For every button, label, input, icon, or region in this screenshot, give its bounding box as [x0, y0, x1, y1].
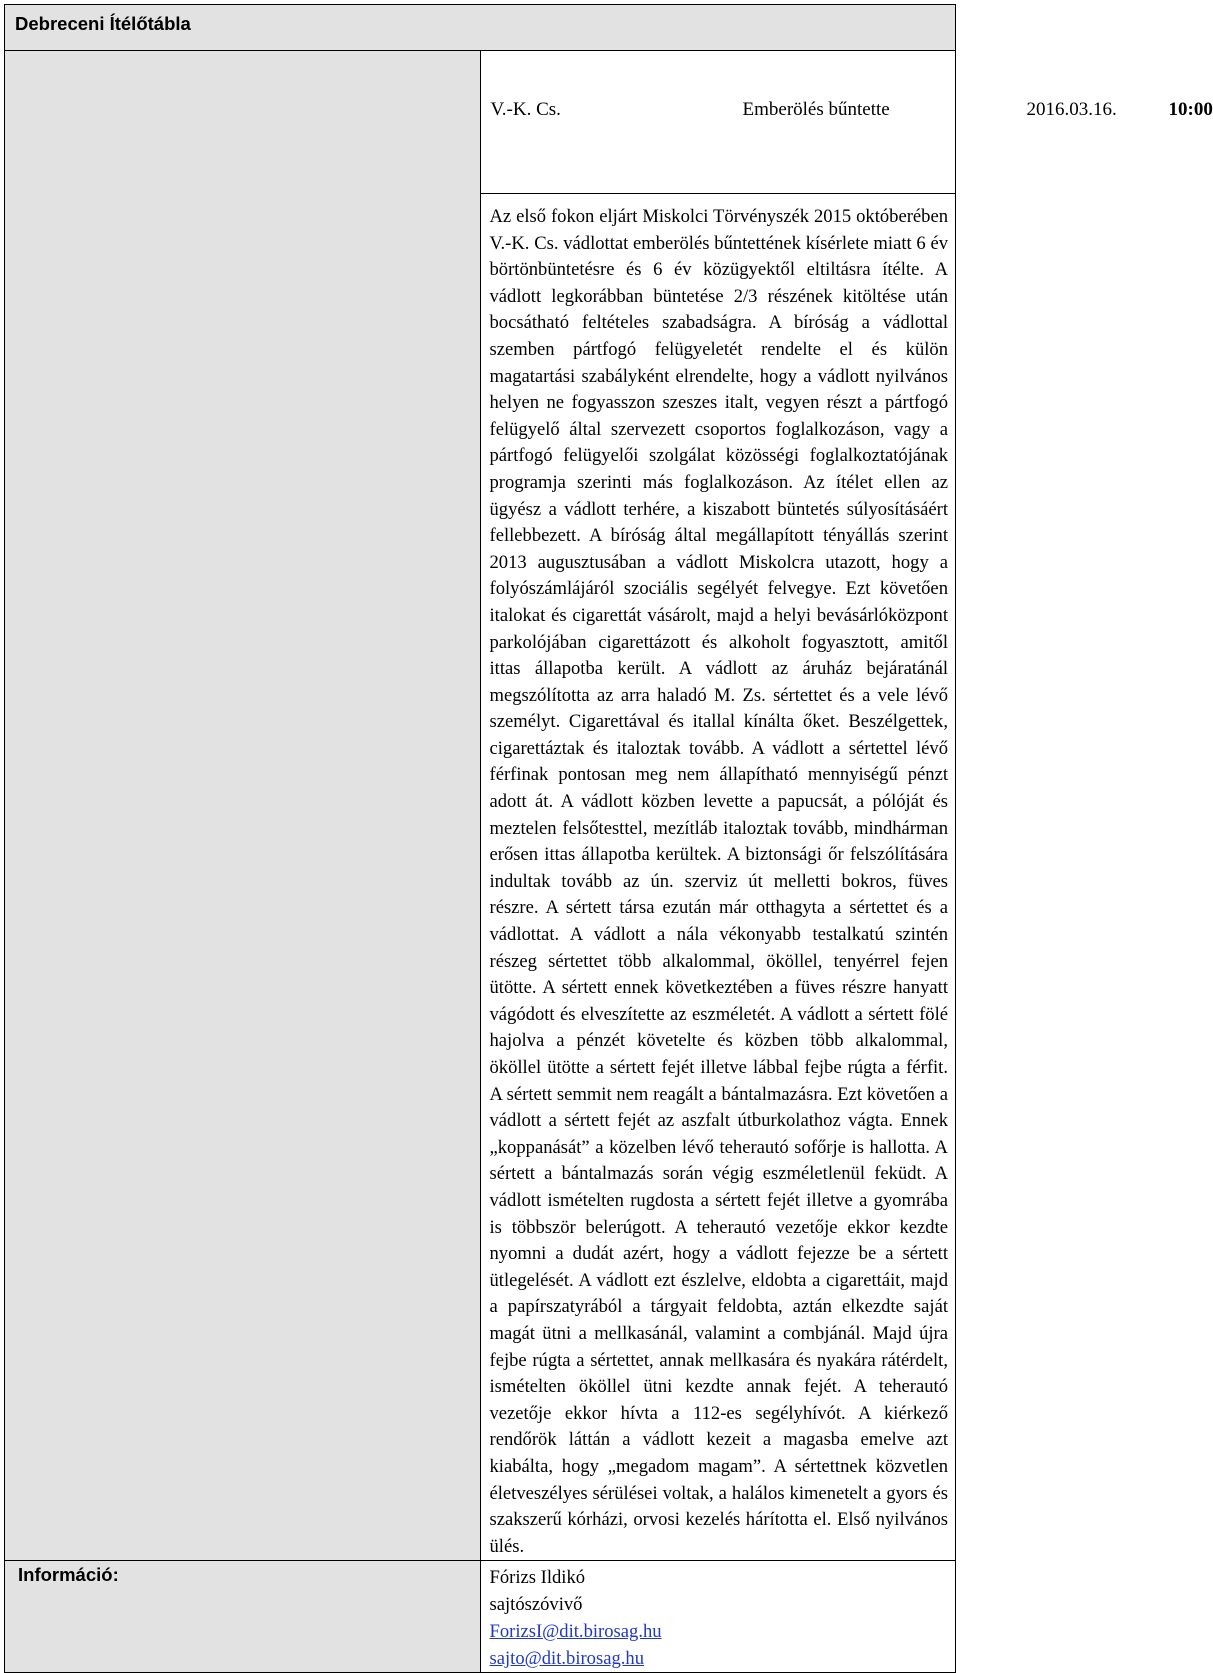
- contact-cell: [480, 1561, 956, 1673]
- contact-email-link[interactable]: ForizsI@dit.birosag.hu: [489, 1621, 662, 1643]
- court-name: Debreceni Ítélőtábla: [15, 13, 191, 34]
- hearing-time: 10:00: [1168, 99, 1213, 120]
- case-summary: Az első fokon eljárt Miskolci Törvényszék 2015 októberében V.-K. Cs. vádlottat emberölés bűntettének kísérlete miatt 6 év börtönbüntetésre és 6 év közügyektől eltiltásra ítélte. A vádlott legkorábban büntetése 2/3 részének kitöltése után bocsátható feltételes szabadságra. A bíróság a vádlottal szemben pártfogó felügyeletét rendelte el és külön magatartási szabályként elrendelte, hogy a vádlott nyilvános helyen ne fogyasszon szeszes italt, vegyen részt a pártfogó felügyelő által szervezett csoportos foglalkozáson, vagy a pártfogó felügyelői szolgálat közösségi foglalkoztatójának programja szerinti más foglalkozáson. Az ítélet ellen az ügyész a vádlott terhére, a kiszabott büntetés súlyosításáért fellebbezett. A bíróság által megállapított tényállás szerint 2013 augusztusában a vádlott Miskolcra utazott, hogy a folyószámlájáról szociális segélyét felvegye. Ezt követően italokat és cigarettát vásárolt, majd a helyi bevásárlóközpont parkolójában cigarettázott és alkoholt fogyasztott, amitől ittas állapotba került. A vádlott az áruház bejáratánál megszólította az arra haladó M. Zs. sértettet és a vele lévő személyt. Cigarettával és itallal kínálta őket. Beszélgettek, cigarettáztak és italoztak tovább. A vádlott a sértettel lévő férfinak pontosan meg nem állapítható mennyiségű pénzt adott át. A vádlott közben levette a papucsát, a pólóját és meztelen felsőtesttel, mezítláb italoztak tovább, mindhárman erősen ittas állapotba kerültek. A biztonsági őr felszólítására indultak tovább az ún. szerviz út melletti bokros, füves részre. A sértett társa ezután már otthagyta a sértettet és a vádlottat. A vádlott a nála vékonyabb testalkatú szintén részeg sértettet több alkalommal, ököllel, tenyérrel fejen ütötte. A sértett ennek következtében a füves részre hanyatt vágódott és elveszítette az eszméletét. A vádlott a sértett fölé hajolva a pénzét követelte és közben több alkalommal, ököllel ütötte a sértett fejét illetve lábbal fejbe rúgta a férfit. A sértett semmit nem reagált a bántalmazásra. Ezt követően a vádlott a sértett fejét az aszfalt útburkolathoz vágta. Ennek „koppanását” a közelben lévő teherautó sofőrje is hallotta. A sértett a bántalmazás során végig eszméletlenül feküdt. A vádlott ismételten rugdosta a sértett fejét illetve a gyomrába is többször belerúgott. A teherautó vezetője ekkor kezdte nyomni a dudát azért, hogy a vádlott fejezze be a sértett ütlegelését. A vádlott ezt észlelve, eldobta a cigarettáit, majd a papírszatyrából a tárgyait feldobta, aztán elkezdte saját magát ütni a mellkasánál, valamint a combjánál. Majd újra fejbe rúgta a sértettet, annak mellkasára és nyakára rátérdelt, ismételten ököllel ütni kezdte annak fejét. A teherautó vezetője ekkor hívta a 112-es segélyhívót. A kiérkező rendőrök láttán a vádlott kezeit a magasba emelve azt kiabálta, hogy „megadom magam”. A sértettnek közvetlen életveszélyes sérülései voltak, a halálos kimenetelt a gyors és szakszerű kórházi, orvosi kezelés hárította el. Első nyilvános ülés.: [489, 206, 948, 1557]
- contact-role: sajtószóvivő: [489, 1594, 583, 1616]
- info-label-cell: [5, 1561, 481, 1673]
- case-header-cell: [480, 51, 1213, 194]
- case-table: [4, 4, 1213, 1673]
- court-document: [4, 4, 1213, 1673]
- defendant: V.-K. Cs.: [490, 99, 561, 120]
- contact-name: Fórizs Ildikó: [489, 1567, 586, 1589]
- info-label: Információ:: [18, 1564, 119, 1586]
- court-header: [5, 5, 956, 51]
- crime: Emberölés bűntette: [742, 99, 890, 120]
- hearing-date: 2016.03.16.: [1026, 99, 1117, 120]
- summary-cell: [480, 194, 956, 1561]
- left-column-blank: [5, 51, 481, 1561]
- press-email-link[interactable]: sajto@dit.birosag.hu: [489, 1648, 644, 1670]
